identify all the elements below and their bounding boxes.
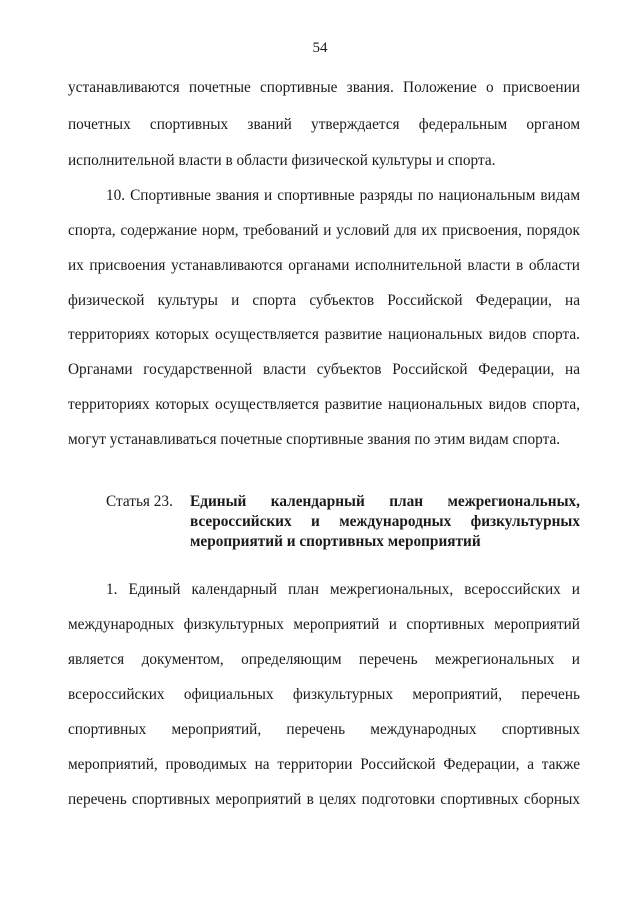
paragraph-line: является документом, определяющим перечень межрегиональных и — [68, 651, 580, 668]
paragraph-line: спорта, содержание норм, требований и условий для их присвоения, порядок — [68, 222, 580, 239]
paragraph-line: устанавливаются почетные спортивные звания. Положение о присвоении — [68, 79, 580, 96]
paragraph-line: 1. Единый календарный план межрегиональных, всероссийских и — [106, 581, 580, 598]
paragraph-line: исполнительной власти в области физической культуры и спорта. — [68, 152, 496, 169]
paragraph-line: 10. Спортивные звания и спортивные разряды по национальным видам — [106, 187, 580, 204]
paragraph-line: физической культуры и спорта субъектов Российской Федерации, на — [68, 292, 580, 309]
article-label: Статья 23. — [106, 493, 173, 510]
paragraph-line: всероссийских официальных физкультурных мероприятий, перечень — [68, 686, 580, 703]
paragraph-line: территориях которых осуществляется развитие национальных видов спорта, — [68, 396, 580, 413]
paragraph-line: территориях которых осуществляется развитие национальных видов спорта. — [68, 326, 580, 343]
paragraph-line: международных физкультурных мероприятий и спортивных мероприятий — [68, 616, 580, 633]
article-title-line: Единый календарный план межрегиональных, — [190, 493, 580, 510]
article-title-line: мероприятий и спортивных мероприятий — [190, 533, 481, 550]
paragraph-line: перечень спортивных мероприятий в целях подготовки спортивных сборных — [68, 791, 580, 808]
paragraph-line: их присвоения устанавливаются органами исполнительной власти в области — [68, 257, 580, 274]
paragraph-line: спортивных мероприятий, перечень международных спортивных — [68, 721, 580, 738]
paragraph-line: мероприятий, проводимых на территории Российской Федерации, а также — [68, 756, 580, 773]
paragraph-line: могут устанавливаться почетные спортивные звания по этим видам спорта. — [68, 431, 561, 448]
paragraph-line: Органами государственной власти субъектов Российской Федерации, на — [68, 361, 580, 378]
paragraph-line: почетных спортивных званий утверждается федеральным органом — [68, 116, 580, 133]
article-title-line: всероссийских и международных физкультурных — [190, 513, 580, 530]
page-number: 54 — [312, 40, 328, 56]
